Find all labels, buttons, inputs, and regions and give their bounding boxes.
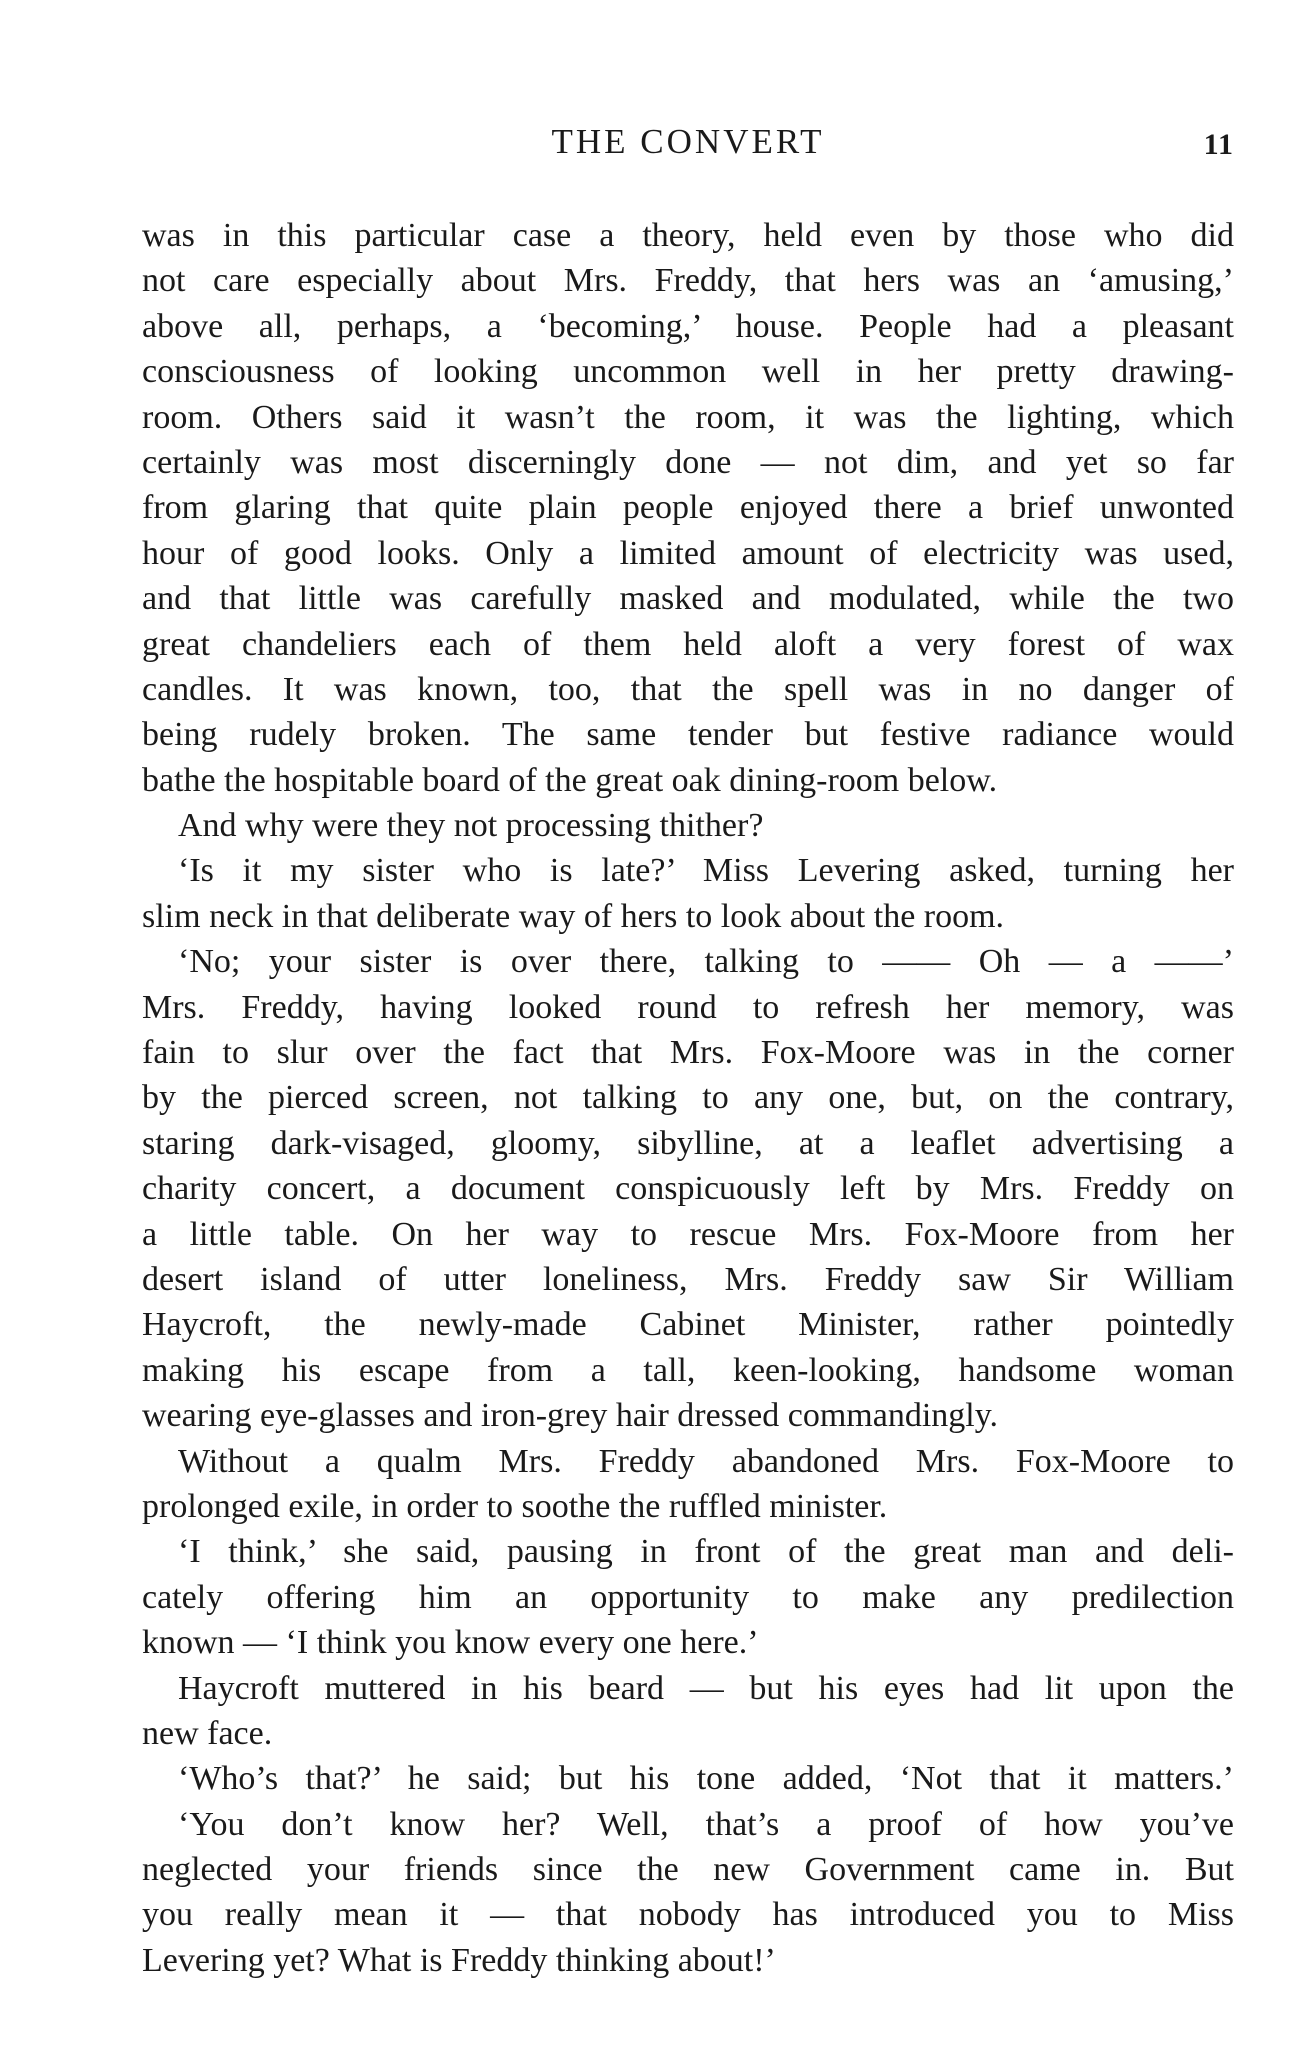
text-line: ‘You don’t know her? Well, that’s a proof of how you’ve <box>178 1805 1234 1843</box>
text-line: ‘No; your sister is over there, talking to —— Oh — a ——’ <box>178 943 1234 981</box>
text-line: fain to slur over the fact that Mrs. Fox-Moore was in the corner <box>142 1034 1234 1072</box>
text-line: And why were they not processing thither? <box>178 807 764 845</box>
text-line: a little table. On her way to rescue Mrs. Fox-Moore from her <box>142 1215 1234 1253</box>
text-line: consciousness of looking uncommon well in her pretty drawing- <box>142 353 1234 391</box>
text-line: Haycroft, the newly-made Cabinet Minister, rather pointedly <box>142 1306 1234 1344</box>
text-line: certainly was most discerningly done — not dim, and yet so far <box>142 443 1234 481</box>
text-line: new face. <box>142 1714 273 1752</box>
text-line: staring dark-visaged, gloomy, sibylline, at a leaflet advertising a <box>142 1124 1234 1162</box>
text-line: desert island of utter loneliness, Mrs. Freddy saw Sir William <box>142 1260 1234 1298</box>
text-line: prolonged exile, in order to soothe the ruffled minister. <box>142 1487 888 1525</box>
text-line: charity concert, a document conspicuously left by Mrs. Freddy on <box>142 1170 1234 1208</box>
text-line: ‘Who’s that?’ he said; but his tone added, ‘Not that it matters.’ <box>178 1760 1234 1798</box>
text-line: Haycroft muttered in his beard — but his eyes had lit upon the <box>178 1669 1234 1707</box>
running-title: THE CONVERT <box>551 122 825 161</box>
text-line: and that little was carefully masked and modulated, while the two <box>142 580 1234 618</box>
text-line: above all, perhaps, a ‘becoming,’ house. People had a pleasant <box>142 307 1234 345</box>
text-line: known — ‘I think you know every one here.’ <box>142 1624 759 1662</box>
page-number: 11 <box>1203 128 1234 161</box>
text-line: from glaring that quite plain people enjoyed there a brief unwonted <box>142 489 1234 527</box>
text-line: room. Others said it wasn’t the room, it was the lighting, which <box>142 398 1234 436</box>
text-line: Levering yet? What is Freddy thinking about!’ <box>142 1941 776 1979</box>
text-line: wearing eye-glasses and iron-grey hair dressed commandingly. <box>142 1397 999 1435</box>
text-line: cately offering him an opportunity to make any predilection <box>142 1578 1234 1616</box>
text-line: candles. It was known, too, that the spell was in no danger of <box>142 670 1234 708</box>
text-line: being rudely broken. The same tender but festive radiance would <box>142 716 1234 754</box>
text-line: neglected your friends since the new Government came in. But <box>142 1851 1234 1889</box>
page-header <box>142 122 1234 168</box>
text-line: was in this particular case a theory, held even by those who did <box>142 217 1234 254</box>
text-line: ‘I think,’ she said, pausing in front of the great man and deli- <box>178 1533 1234 1571</box>
text-line: Mrs. Freddy, having looked round to refresh her memory, was <box>142 988 1234 1026</box>
text-line: ‘Is it my sister who is late?’ Miss Levering asked, turning her <box>178 852 1234 890</box>
text-line: Without a qualm Mrs. Freddy abandoned Mrs. Fox-Moore to <box>178 1442 1234 1480</box>
text-line: hour of good looks. Only a limited amount of electricity was used, <box>142 534 1234 572</box>
text-line: bathe the hospitable board of the great oak dining-room below. <box>142 761 998 799</box>
text-line: great chandeliers each of them held aloft a very forest of wax <box>142 625 1234 663</box>
text-line: by the pierced screen, not talking to any one, but, on the contrary, <box>142 1079 1234 1117</box>
text-line: making his escape from a tall, keen-looking, handsome woman <box>142 1351 1234 1389</box>
text-line: slim neck in that deliberate way of hers to look about the room. <box>142 897 1005 935</box>
text-line: you really mean it — that nobody has introduced you to Miss <box>142 1896 1234 1934</box>
text-line: not care especially about Mrs. Freddy, that hers was an ‘amusing,’ <box>142 262 1234 300</box>
body-text <box>142 213 1234 1983</box>
